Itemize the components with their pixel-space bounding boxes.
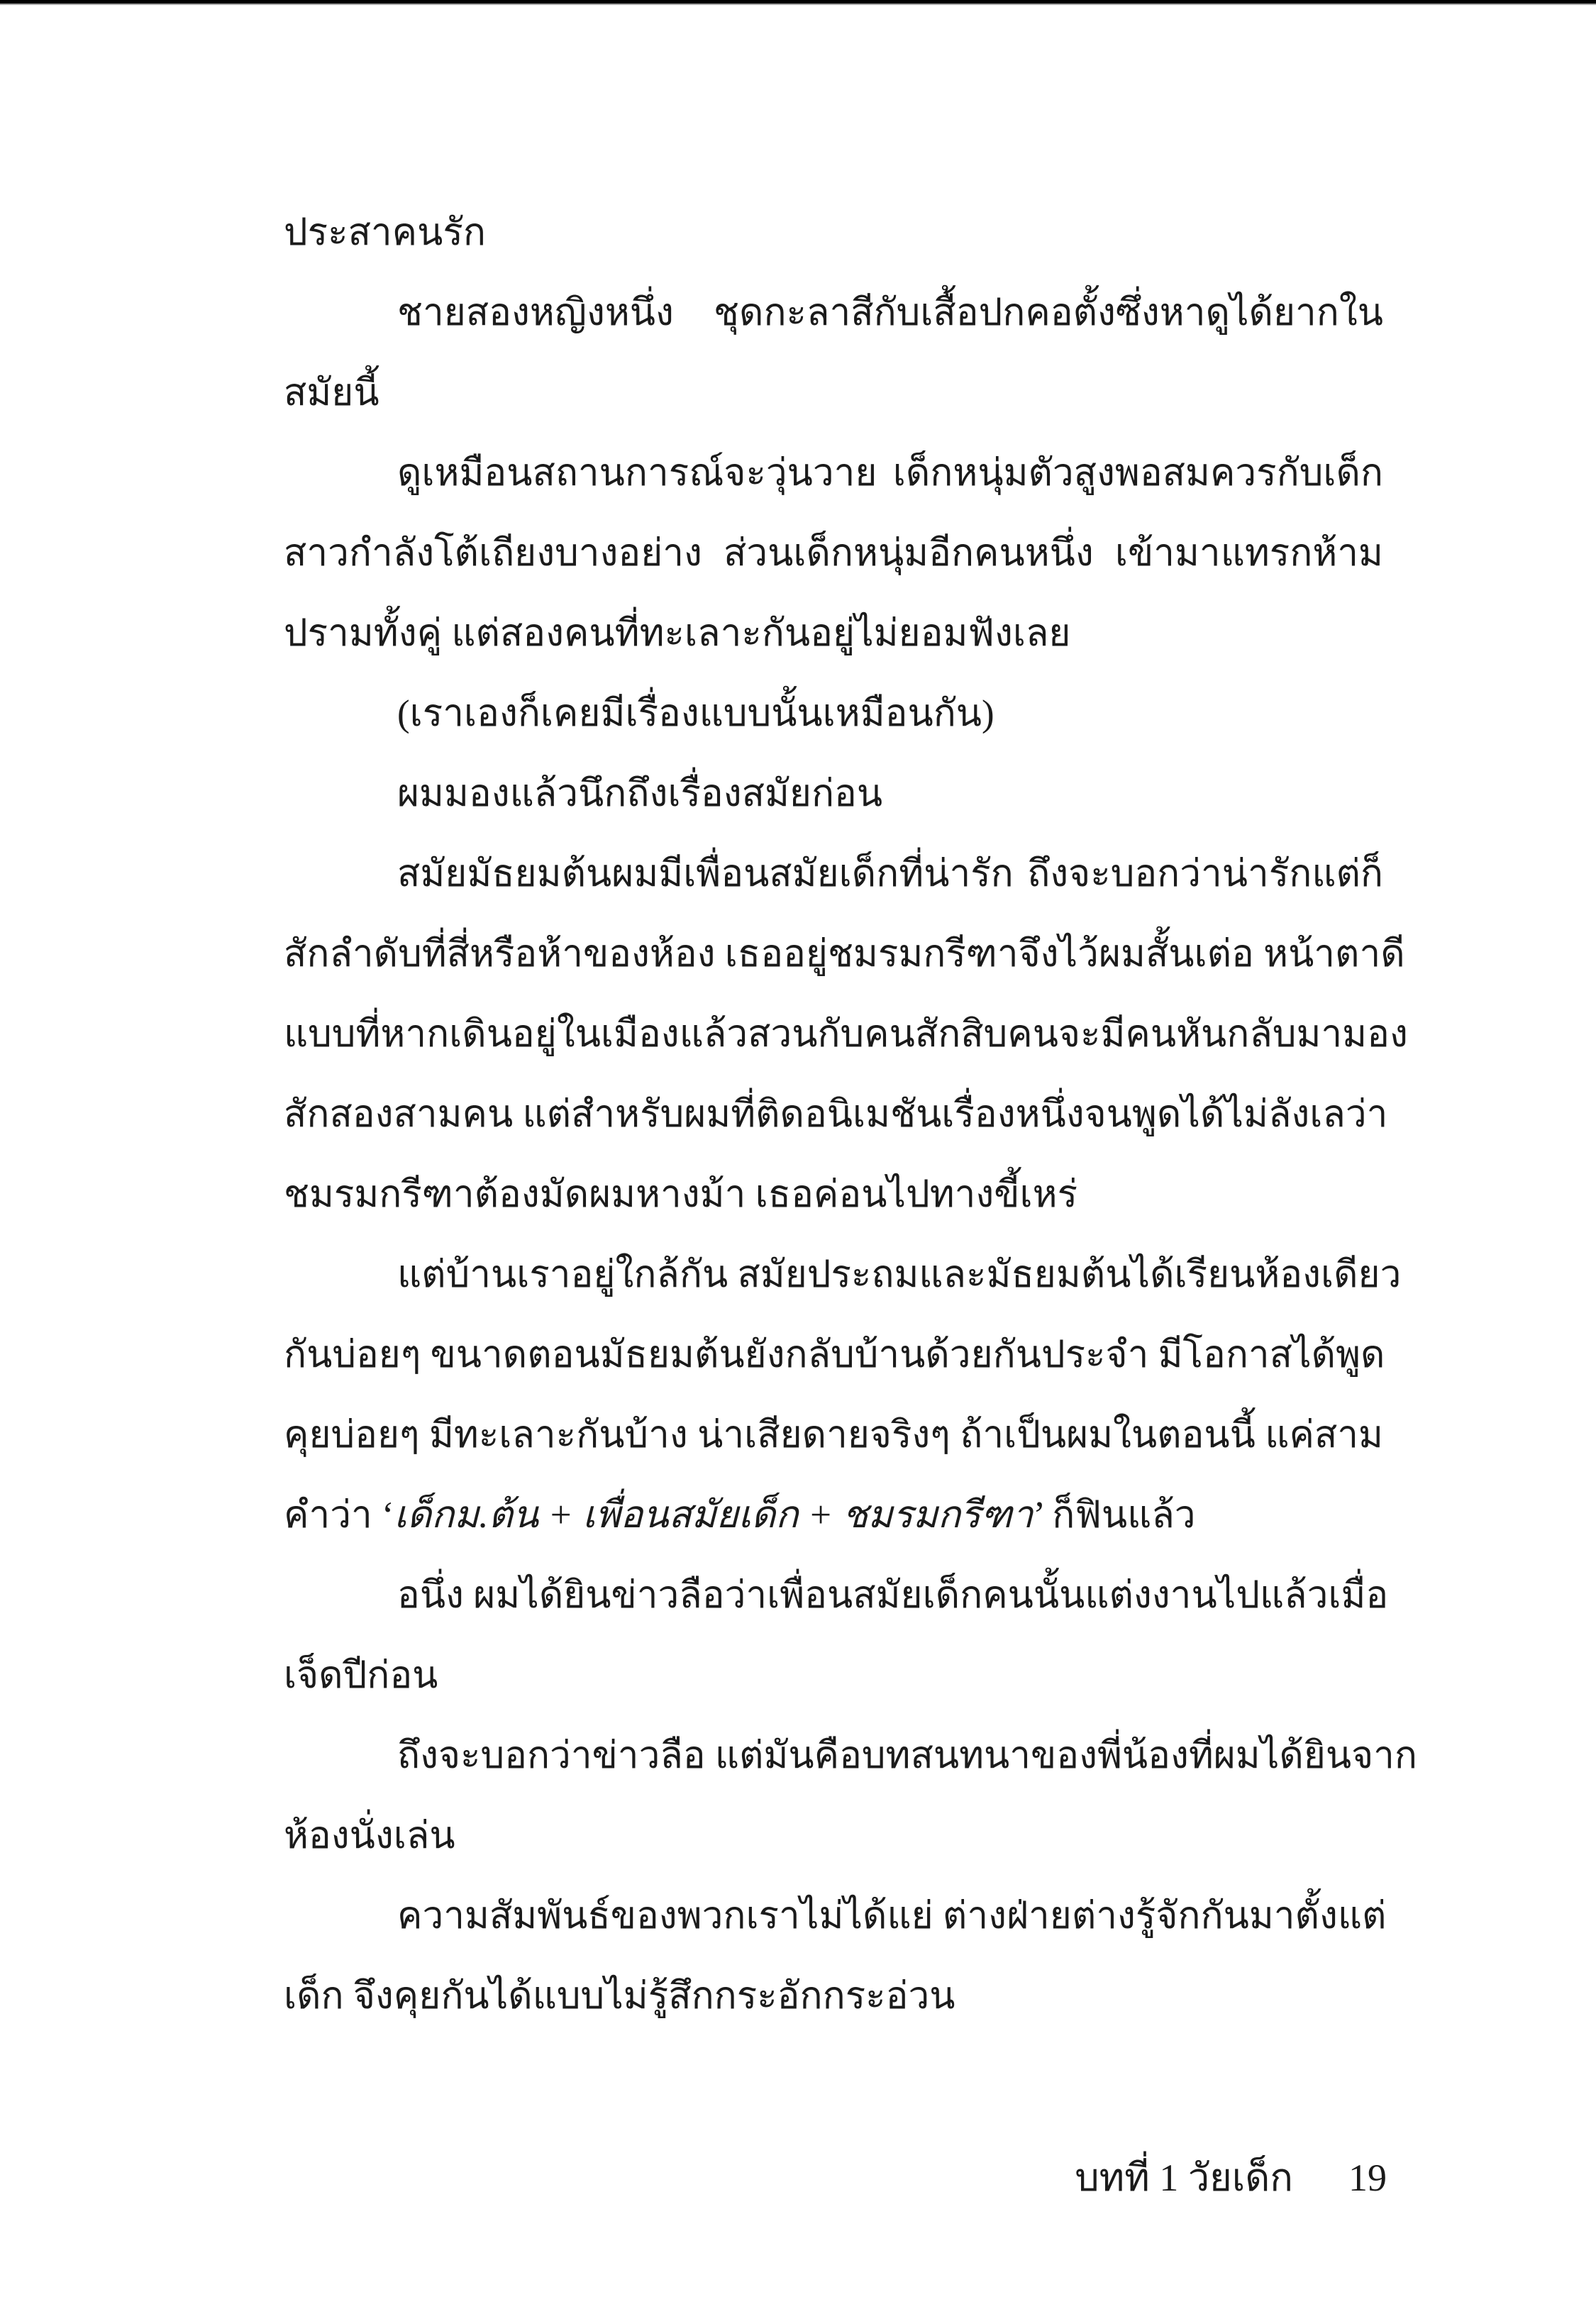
text-segment: แบบที่หากเดินอยู่ในเมืองแล้วสวนกับคนสักสิบคนจะมีคนหันกลับมามอง [284, 1014, 1408, 1055]
text-line [284, 1796, 1383, 1876]
text-segment: ดูเหมือนสถานการณ์จะวุ่นวาย เด็กหนุ่มตัวสูงพอสมควรกับเด็ก [397, 453, 1383, 494]
text-segment: แต่บ้านเราอยู่ใกล้กัน สมัยประถมและมัธยมต้นได้เรียนห้องเดียว [397, 1254, 1402, 1295]
text-line [284, 594, 1383, 674]
text-segment: (เราเองก็เคยมีเรื่องแบบนั้นเหมือนกัน) [397, 693, 994, 734]
text-block [284, 193, 1418, 2037]
text-line [284, 433, 1383, 514]
text-line [284, 914, 1405, 995]
text-line [284, 1556, 1389, 1636]
text-segment: คุยบ่อยๆ มีทะเลาะกันบ้าง น่าเสียดายจริงๆ ถ้าเป็นผมในตอนนี้ แค่สาม [284, 1415, 1383, 1456]
text-line [284, 273, 1383, 353]
text-segment: ถึงจะบอกว่าข่าวลือ แต่มันคือบทสนทนาของพี่น้องที่ผมได้ยินจาก [397, 1735, 1418, 1776]
text-segment: ชมรมกรีฑาต้องมัดผมหางม้า เธอค่อนไปทางขี้เหร่ [284, 1174, 1078, 1215]
text-line [284, 1155, 1383, 1235]
text-segment: ประสาคนรัก [284, 212, 486, 253]
text-segment: สักลำดับที่สี่หรือห้าของห้อง เธออยู่ชมรมกรีฑาจึงไว้ผมสั้นเต่อ หน้าตาดี [284, 934, 1405, 975]
text-segment: ชายสองหญิงหนึ่ง ชุดกะลาสีกับเสื้อปกคอตั้งซึ่งหาดูได้ยากใน [397, 292, 1383, 333]
text-line [284, 1315, 1383, 1395]
text-segment: สมัยมัธยมต้นผมมีเพื่อนสมัยเด็กที่น่ารัก ถึงจะบอกว่าน่ารักแต่ก็ [397, 853, 1383, 895]
text-line [284, 1956, 1383, 2037]
text-segment: ปรามทั้งคู่ แต่สองคนที่ทะเลาะกันอยู่ไม่ยอมฟังเลย [284, 613, 1071, 654]
text-segment: ความสัมพันธ์ของพวกเราไม่ได้แย่ ต่างฝ่ายต่างรู้จักกันมาตั้งแต่ [397, 1895, 1387, 1937]
text-segment: ผมมองแล้วนึกถึงเรื่องสมัยก่อน [397, 773, 883, 814]
text-line [284, 834, 1383, 914]
text-line [284, 1876, 1387, 1956]
text-segment: ห้องนั่งเล่น [284, 1815, 455, 1856]
italic-text-segment: เด็กม.ต้น + เพื่อนสมัยเด็ก + ชมรมกรีฑา [394, 1495, 1033, 1536]
text-segment: ’ ก็ฟินแล้ว [1033, 1495, 1196, 1536]
text-segment: สักสองสามคน แต่สำหรับผมที่ติดอนิเมชันเรื่องหนึ่งจนพูดได้ไม่ลังเลว่า [284, 1094, 1388, 1135]
text-line [284, 1476, 1383, 1556]
text-line [284, 754, 1383, 834]
text-line [284, 1395, 1383, 1476]
text-segment: เด็ก จึงคุยกันได้แบบไม่รู้สึกกระอักกระอ่วน [284, 1976, 955, 2017]
footer-page-number: 19 [1348, 2157, 1387, 2199]
text-line [284, 674, 1383, 754]
text-segment: คำว่า ‘ [284, 1495, 394, 1536]
footer-chapter-label: บทที่ 1 วัยเด็ก [1075, 2157, 1293, 2199]
text-line [284, 1235, 1402, 1315]
text-line [284, 1636, 1383, 1716]
text-line [284, 353, 1383, 433]
text-line [284, 514, 1383, 594]
top-edge-bar [0, 0, 1596, 5]
text-line [284, 1716, 1418, 1796]
text-segment: เจ็ดปีก่อน [284, 1655, 438, 1696]
text-segment: สาวกำลังโต้เถียงบางอย่าง ส่วนเด็กหนุ่มอีกคนหนึ่ง เข้ามาแทรกห้าม [284, 533, 1383, 574]
footer [1075, 2157, 1387, 2199]
text-line [284, 995, 1408, 1075]
text-line [284, 193, 1383, 273]
text-segment: กันบ่อยๆ ขนาดตอนมัธยมต้นยังกลับบ้านด้วยกันประจำ มีโอกาสได้พูด [284, 1334, 1385, 1375]
text-segment: สมัยนี้ [284, 372, 379, 414]
text-segment: อนึ่ง ผมได้ยินข่าวลือว่าเพื่อนสมัยเด็กคนนั้นแต่งงานไปแล้วเมื่อ [397, 1575, 1389, 1616]
text-line [284, 1075, 1388, 1155]
